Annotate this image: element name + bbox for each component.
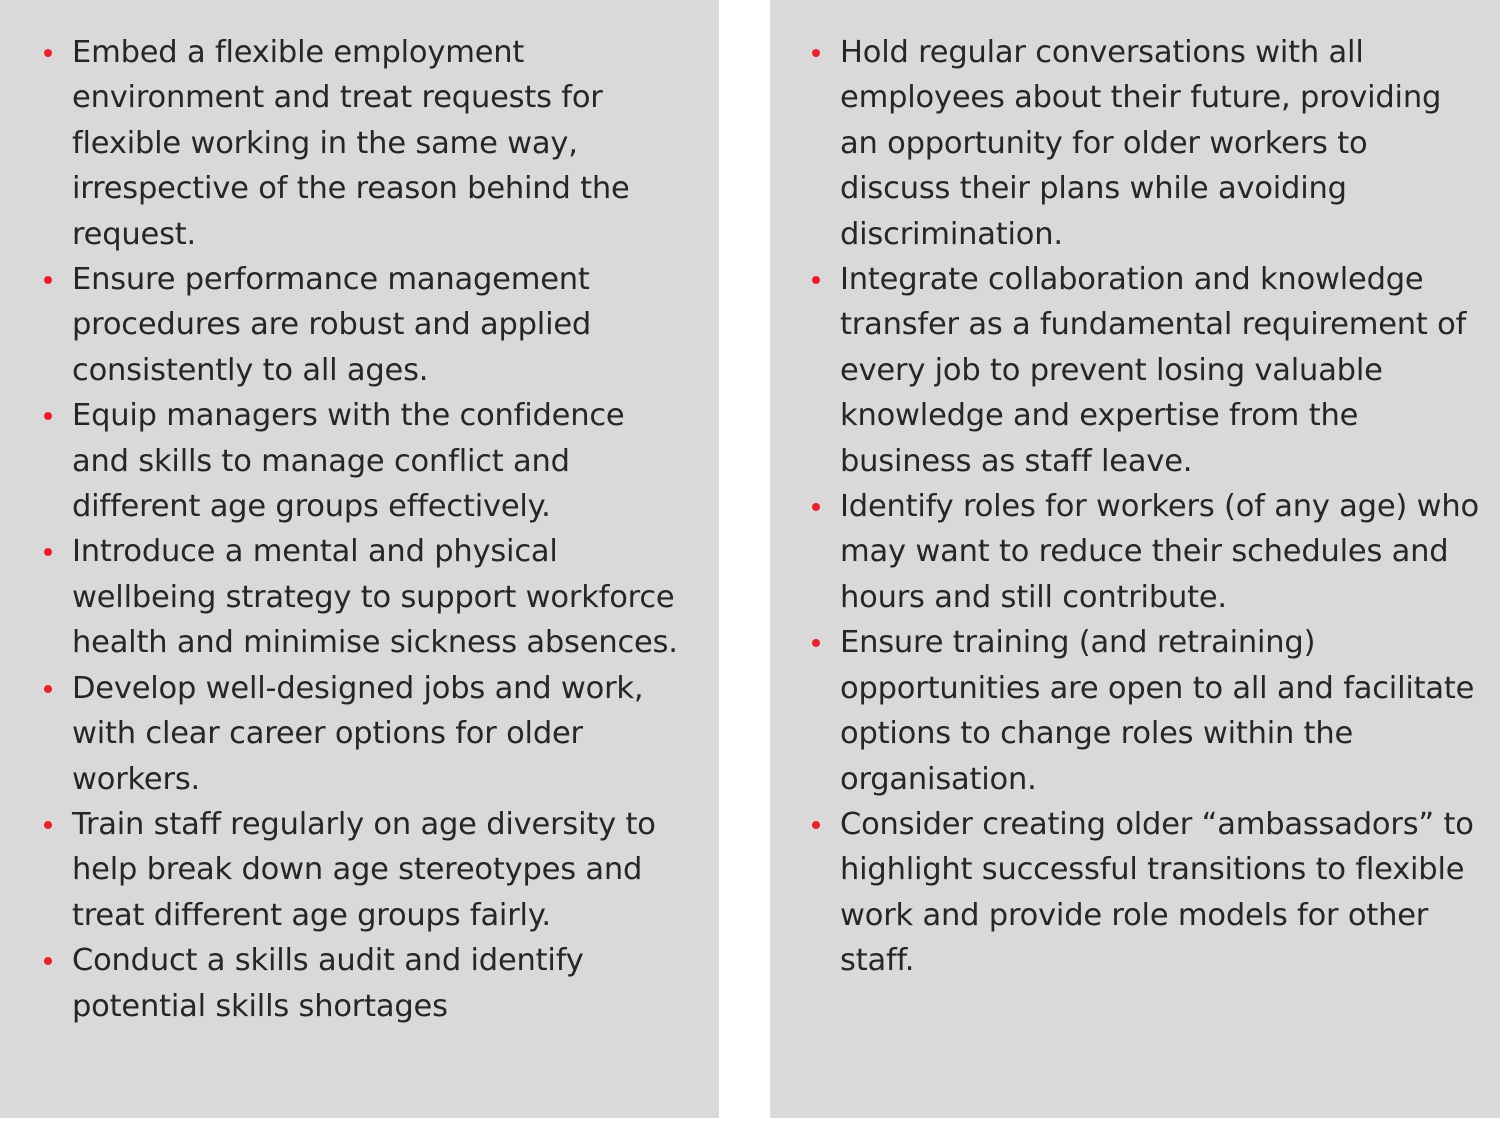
bullet-icon (812, 276, 820, 284)
list-item (808, 620, 1480, 802)
list-item-text: Consider creating older “ambassadors” to highlight successful transitions to flexible work and provide role models for other staff. (840, 806, 1474, 979)
list-item (40, 802, 679, 938)
bullet-icon (812, 821, 820, 829)
bullet-icon (812, 49, 820, 57)
list-item-text: Ensure training (and retraining) opportunities are open to all and facilitate options to change roles within the organisation. (840, 625, 1475, 797)
bullet-icon (44, 821, 52, 829)
list-item-text: Develop well-designed jobs and work, with clear career options for older workers. (72, 670, 644, 797)
list-item-text: Embed a flexible employment environment and treat requests for flexible working in the same way, irrespective of the reason behind the request. (72, 35, 630, 252)
bullet-icon (44, 276, 52, 284)
left-bullet-list (40, 30, 679, 1029)
list-item-text: Ensure performance management procedures are robust and applied consistently to all ages. (72, 262, 592, 388)
list-item-text: Train staff regularly on age diversity to help break down age stereotypes and treat different age groups fairly. (72, 806, 656, 933)
bullet-icon (44, 49, 52, 57)
list-item (808, 484, 1480, 620)
list-item (808, 257, 1480, 484)
bullet-icon (44, 548, 52, 556)
list-item-text: Introduce a mental and physical wellbeing strategy to support workforce health and minimise sickness absences. (72, 534, 678, 661)
list-item (40, 938, 679, 1029)
list-item (40, 529, 679, 665)
right-bullet-list (808, 30, 1480, 984)
bullet-icon (44, 412, 52, 420)
bullet-icon (812, 639, 820, 647)
list-item (40, 666, 679, 802)
list-item (808, 30, 1480, 257)
list-item-text: Conduct a skills audit and identify potential skills shortages (72, 943, 584, 1024)
list-item-text: Equip managers with the confidence and skills to manage conflict and different age groups effectively. (72, 398, 625, 525)
list-item (40, 257, 679, 393)
list-item-text: Hold regular conversations with all employees about their future, providing an opportunity for older workers to discuss their plans while avoiding discrimination. (840, 35, 1442, 252)
bullet-icon (44, 685, 52, 693)
bullet-icon (44, 957, 52, 965)
right-panel (770, 0, 1500, 1118)
bullet-icon (812, 503, 820, 511)
left-panel (0, 0, 719, 1118)
list-item-text: Integrate collaboration and knowledge transfer as a fundamental requirement of every job to prevent losing valuable knowledge and expertise from the business as staff leave. (840, 262, 1467, 479)
list-item-text: Identify roles for workers (of any age) who may want to reduce their schedules and hours and still contribute. (840, 489, 1479, 615)
list-item (40, 30, 679, 257)
list-item (40, 393, 679, 529)
list-item (808, 802, 1480, 984)
